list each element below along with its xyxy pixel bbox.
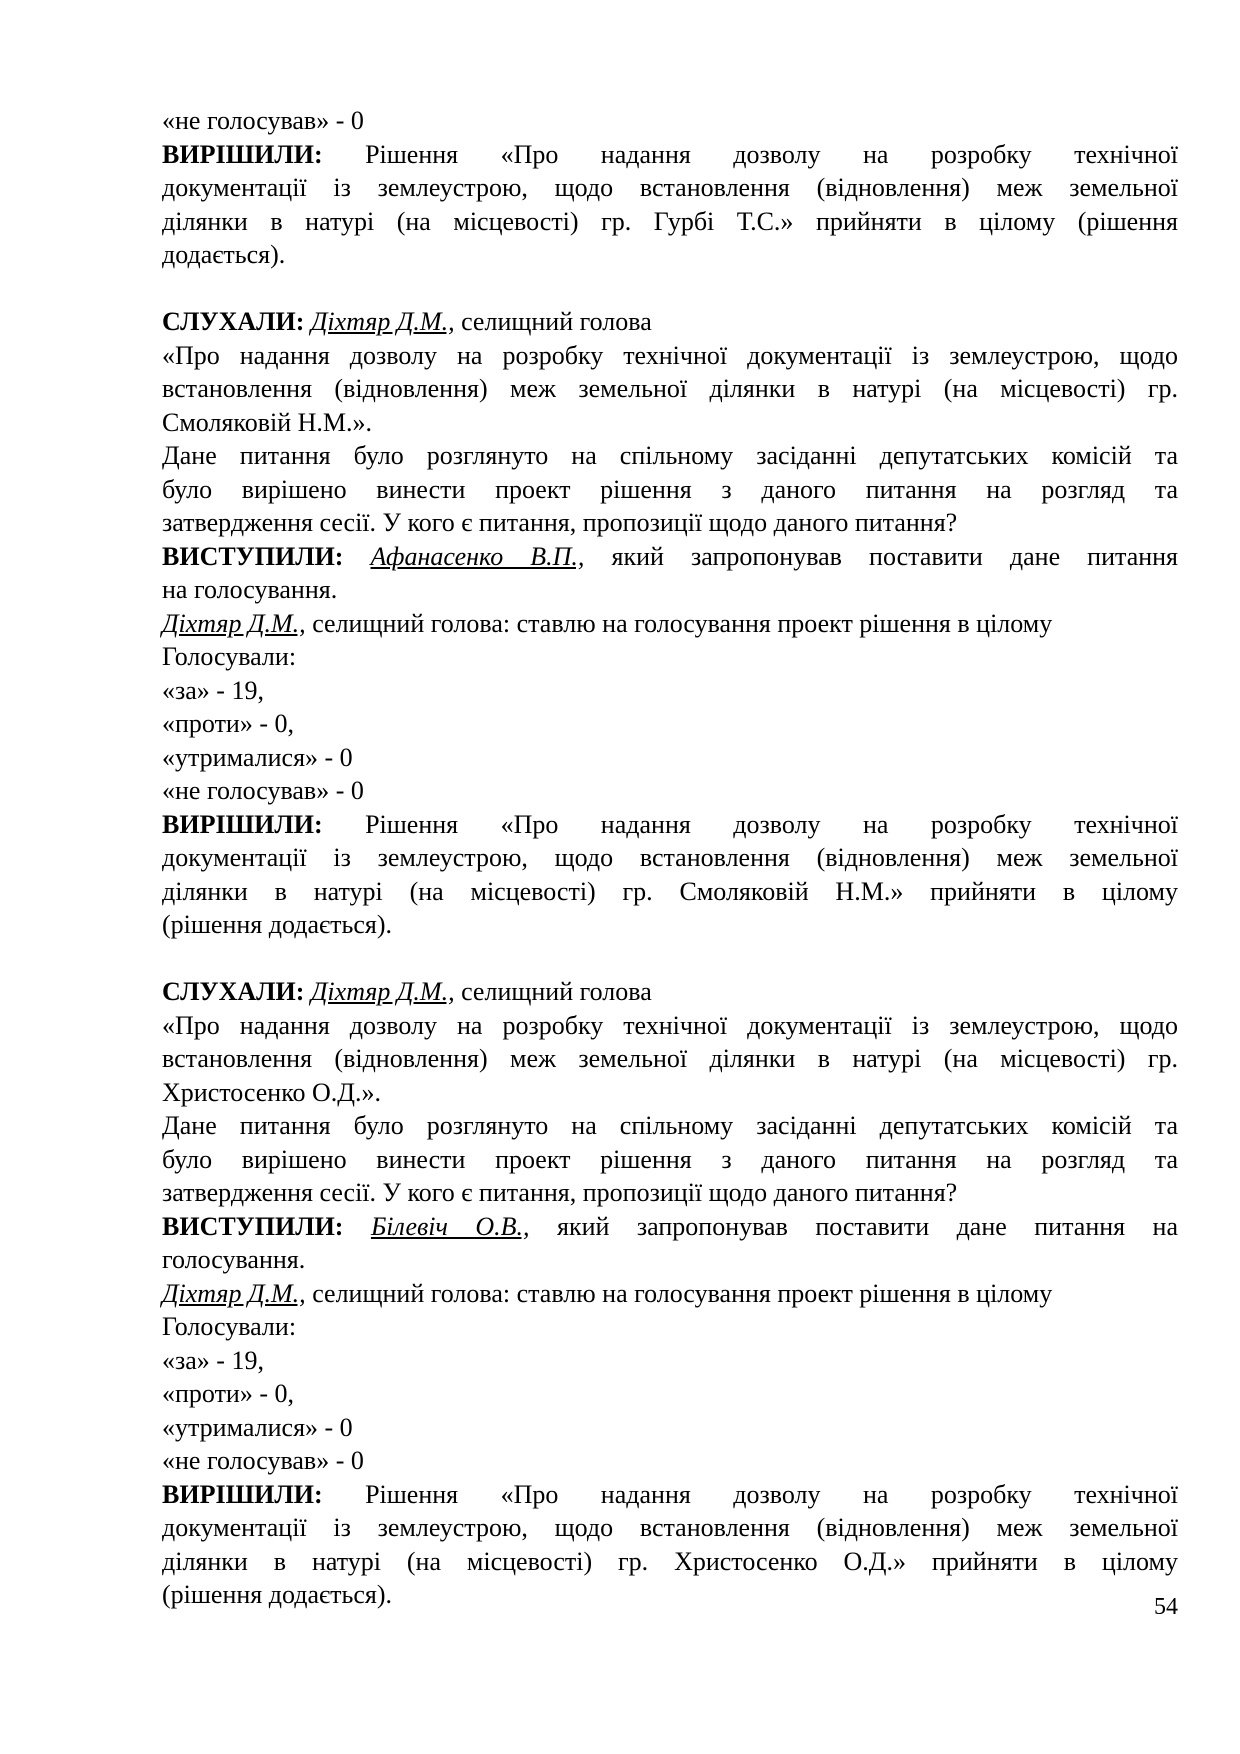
spoke-text: на голосування. bbox=[162, 575, 338, 604]
agenda-section bbox=[162, 975, 1178, 1612]
decision-text: ділянки в натурі (на місцевості) гр. Гурбі Т.С.» прийняти в цілому (рішення bbox=[162, 206, 1178, 236]
decision-text: (рішення додається). bbox=[162, 910, 393, 939]
speaker-name: Афанасенко В.П., bbox=[370, 541, 585, 571]
heard-label: СЛУХАЛИ: bbox=[162, 977, 305, 1006]
spoke-line bbox=[162, 1210, 1178, 1244]
decision-text: документації із землеустрою, щодо встановлення (відновлення) меж земельної bbox=[162, 843, 1178, 872]
decision-text: Рішення «Про надання дозволу на розробку технічної bbox=[365, 809, 1178, 839]
topic-text: встановлення (відновлення) меж земельної ділянки в натурі (на місцевості) гр. bbox=[162, 374, 1178, 403]
speaker-role: селищний голова bbox=[461, 307, 652, 336]
speaker-name: Білевіч О.В., bbox=[370, 1211, 530, 1241]
spoke-label: ВИСТУПИЛИ: bbox=[162, 1211, 344, 1241]
topic-text: «Про надання дозволу на розробку технічної документації із землеустрою, щодо bbox=[162, 340, 1178, 370]
discussion-text: затвердження сесії. У кого є питання, пропозиції щодо даного питання? bbox=[162, 1178, 958, 1207]
discussion-text: затвердження сесії. У кого є питання, пропозиції щодо даного питання? bbox=[162, 508, 958, 537]
decided-label: ВИРІШИЛИ: bbox=[162, 1479, 323, 1509]
chair-line bbox=[162, 1277, 1178, 1311]
heard-line bbox=[162, 975, 1178, 1009]
vote-against: «проти» - 0, bbox=[162, 1379, 295, 1408]
vote-against: «проти» - 0, bbox=[162, 709, 295, 738]
chair-text: селищний голова: ставлю на голосування проект рішення в цілому bbox=[312, 608, 1053, 638]
speaker-role: селищний голова bbox=[461, 977, 652, 1006]
document-page bbox=[162, 104, 1178, 1612]
heard-line bbox=[162, 305, 1178, 339]
vote-for: «за» - 19, bbox=[162, 1345, 264, 1375]
vote-none: «не голосував» - 0 bbox=[162, 776, 364, 805]
decision-text: (рішення додається). bbox=[162, 1580, 393, 1609]
decided-label: ВИРІШИЛИ: bbox=[162, 139, 323, 169]
spoke-label: ВИСТУПИЛИ: bbox=[162, 541, 344, 571]
chair-name: Діхтяр Д.М., bbox=[162, 608, 306, 638]
spoke-text: який запропонував поставити дане питання на bbox=[557, 1211, 1179, 1241]
vote-abstain: «утрималися» - 0 bbox=[162, 742, 353, 772]
voted-label: Голосували: bbox=[162, 1312, 297, 1341]
discussion-text: було вирішено винести проект рішення з даного питання на розгляд та bbox=[162, 1144, 1178, 1174]
spoke-line bbox=[162, 540, 1178, 574]
speaker-name: Діхтяр Д.М., bbox=[310, 977, 455, 1006]
speaker-name: Діхтяр Д.М., bbox=[310, 307, 455, 336]
decision-text: ділянки в натурі (на місцевості) гр. Христосенко О.Д.» прийняти в цілому bbox=[162, 1546, 1178, 1576]
topic-text: «Про надання дозволу на розробку технічної документації із землеустрою, щодо bbox=[162, 1010, 1178, 1040]
agenda-section bbox=[162, 305, 1178, 942]
decision-text: додається). bbox=[162, 240, 286, 269]
chair-line bbox=[162, 607, 1178, 641]
vote-abstain: «утрималися» - 0 bbox=[162, 1412, 353, 1442]
page-number: 54 bbox=[1154, 1594, 1178, 1620]
decision-text: Рішення «Про надання дозволу на розробку технічної bbox=[365, 1479, 1178, 1509]
topic-text: Христосенко О.Д.». bbox=[162, 1077, 382, 1107]
topic-text: Смоляковій Н.М.». bbox=[162, 407, 373, 437]
heard-label: СЛУХАЛИ: bbox=[162, 307, 305, 336]
chair-name: Діхтяр Д.М., bbox=[162, 1278, 306, 1308]
discussion-text: Дане питання було розглянуто на спільному засіданні депутатських комісій та bbox=[162, 441, 1178, 470]
spoke-text: голосування. bbox=[162, 1245, 306, 1274]
vote-none-line: «не голосував» - 0 bbox=[162, 106, 364, 135]
spoke-text: який запропонував поставити дане питання bbox=[611, 541, 1179, 571]
decision-text: ділянки в натурі (на місцевості) гр. Смоляковій Н.М.» прийняти в цілому bbox=[162, 876, 1178, 906]
decision-block bbox=[162, 138, 1178, 272]
decided-label: ВИРІШИЛИ: bbox=[162, 809, 323, 839]
decision-text: документації із землеустрою, щодо встановлення (відновлення) меж земельної bbox=[162, 173, 1178, 202]
decision-text: документації із землеустрою, щодо встановлення (відновлення) меж земельної bbox=[162, 1513, 1178, 1542]
vote-for: «за» - 19, bbox=[162, 675, 264, 705]
topic-text: встановлення (відновлення) меж земельної ділянки в натурі (на місцевості) гр. bbox=[162, 1044, 1178, 1073]
discussion-text: було вирішено винести проект рішення з даного питання на розгляд та bbox=[162, 474, 1178, 504]
voted-label: Голосували: bbox=[162, 642, 297, 671]
discussion-text: Дане питання було розглянуто на спільному засіданні депутатських комісій та bbox=[162, 1111, 1178, 1140]
vote-none: «не голосував» - 0 bbox=[162, 1446, 364, 1475]
decision-text: Рішення «Про надання дозволу на розробку технічної bbox=[365, 139, 1178, 169]
chair-text: селищний голова: ставлю на голосування проект рішення в цілому bbox=[312, 1278, 1053, 1308]
